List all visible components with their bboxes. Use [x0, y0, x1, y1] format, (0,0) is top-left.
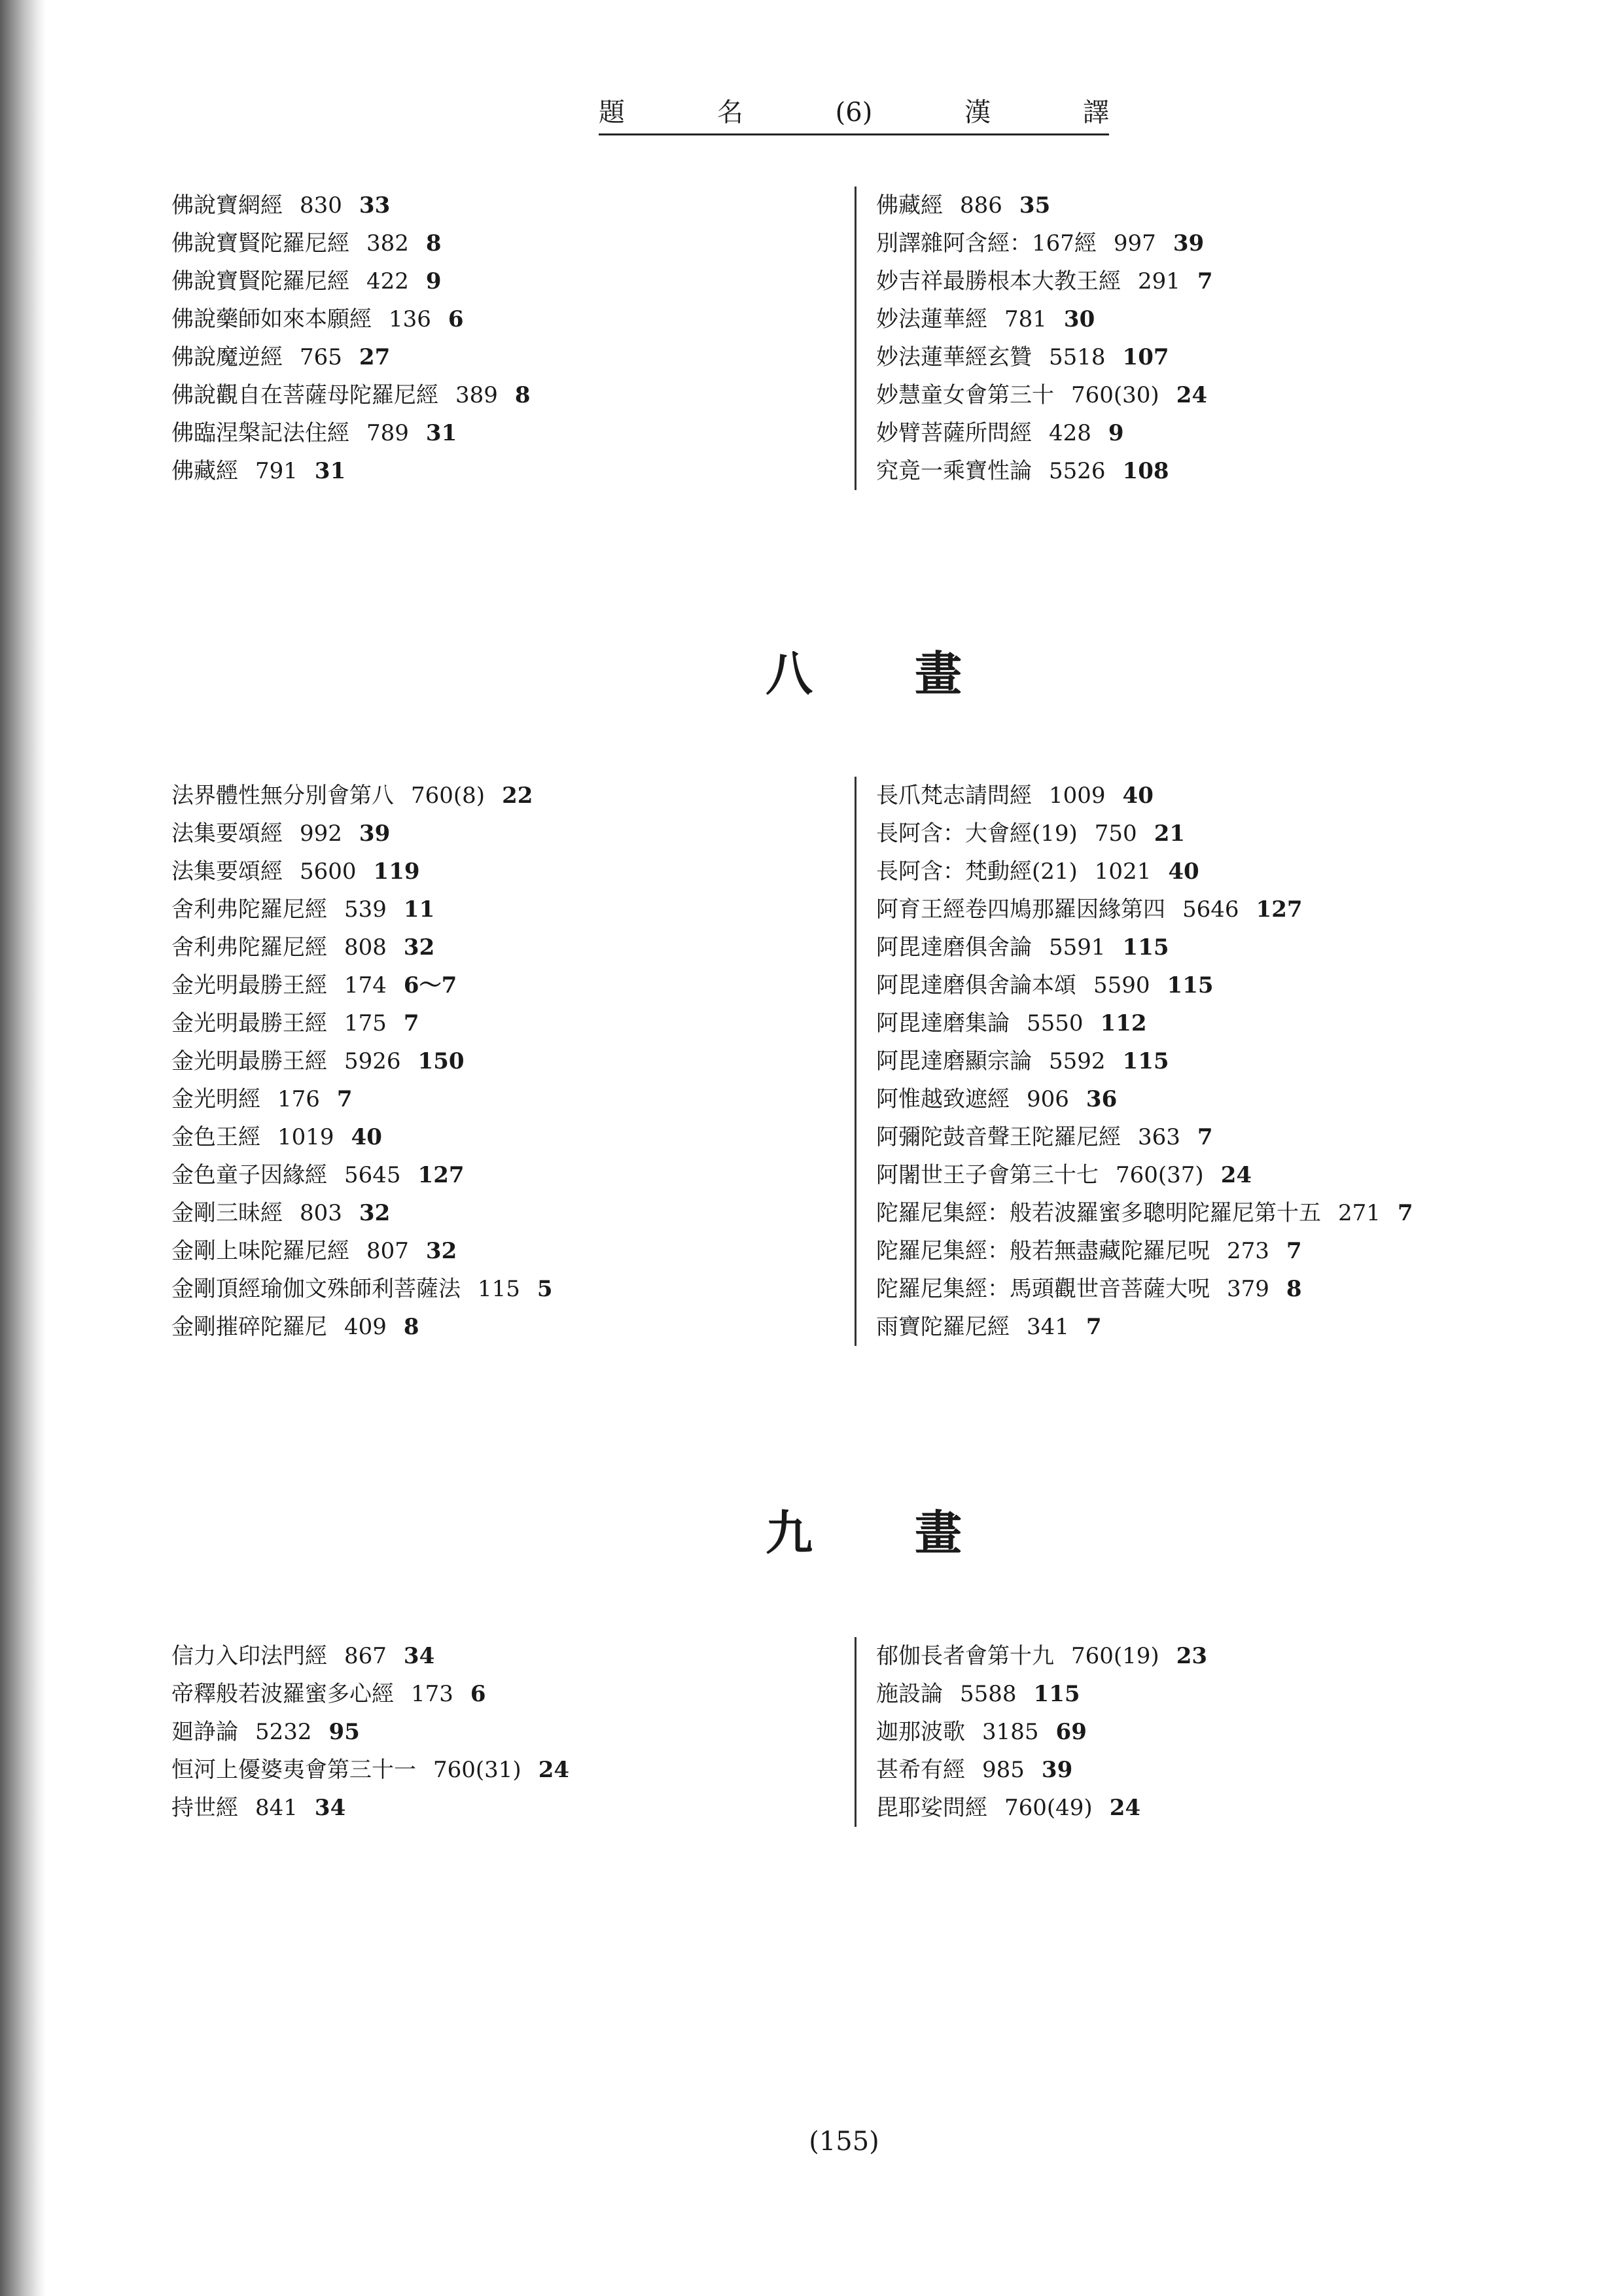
index-entry [171, 928, 553, 966]
header-glyph: 題 [599, 97, 625, 128]
entry-page: 32 [403, 934, 435, 961]
index-entry [876, 928, 1413, 966]
entry-number: 176 [277, 1086, 320, 1112]
entry-title: 法集要頌經 [171, 821, 283, 847]
entry-page: 40 [1168, 858, 1199, 885]
entry-title: 佛說寶賢陀羅尼經 [171, 230, 349, 256]
entry-number: 3185 [982, 1719, 1039, 1745]
entry-number: 363 [1138, 1124, 1180, 1150]
entry-title: 法集要頌經 [171, 858, 283, 885]
index-entry [171, 186, 531, 224]
entry-title: 長阿含：梵動經(21) [876, 858, 1078, 885]
index-entry [171, 1232, 553, 1270]
entry-number: 5588 [960, 1681, 1017, 1707]
index-entry [876, 300, 1213, 338]
entry-page: 69 [1055, 1719, 1087, 1745]
entry-page: 9 [425, 268, 442, 294]
index-entry [876, 853, 1413, 891]
entry-page: 8 [1286, 1276, 1302, 1302]
entry-page: 34 [403, 1643, 435, 1669]
entry-number: 273 [1227, 1238, 1269, 1264]
entry-number: 174 [344, 972, 387, 998]
index-entry [876, 1637, 1207, 1675]
entry-title: 妙法蓮華經玄贊 [876, 344, 1032, 370]
page-number: (155) [809, 2127, 879, 2157]
entry-title: 信力入印法門經 [171, 1643, 327, 1669]
entry-page: 40 [351, 1124, 382, 1150]
entry-title: 持世經 [171, 1795, 238, 1821]
entry-title: 妙慧童女會第三十 [876, 382, 1054, 408]
entry-page: 6～7 [403, 972, 457, 998]
entry-number: 5646 [1182, 896, 1239, 923]
entry-title: 金光明經 [171, 1086, 260, 1112]
index-entry [876, 338, 1213, 376]
index-entry [876, 376, 1213, 414]
heading-glyph: 八 [766, 646, 813, 701]
entry-number: 1021 [1094, 858, 1152, 885]
heading-glyph: 九 [766, 1505, 813, 1561]
entry-title: 金光明最勝王經 [171, 972, 327, 998]
entry-page: 8 [403, 1314, 419, 1340]
entry-page: 33 [359, 192, 391, 219]
entry-title: 妙臂菩薩所問經 [876, 420, 1032, 446]
entry-number: 341 [1027, 1314, 1069, 1340]
entry-title: 金剛摧碎陀羅尼 [171, 1314, 327, 1340]
index-entry [171, 1194, 553, 1232]
entry-title: 陀羅尼集經：馬頭觀世音菩薩大呪 [876, 1276, 1210, 1302]
running-header [599, 97, 1109, 135]
entry-title: 金光明最勝王經 [171, 1010, 327, 1036]
entry-title: 佛說寶賢陀羅尼經 [171, 268, 349, 294]
index-column-right [855, 1637, 1207, 1827]
entry-number: 5518 [1049, 344, 1106, 370]
index-entry [171, 300, 531, 338]
entry-title: 金剛頂經瑜伽文殊師利菩薩法 [171, 1276, 461, 1302]
index-entry [171, 1751, 569, 1789]
entry-number: 5526 [1049, 458, 1106, 484]
entry-page: 7 [1086, 1314, 1102, 1340]
header-glyph: 漢 [964, 97, 991, 128]
index-column-right [855, 186, 1213, 490]
index-entry [171, 1118, 553, 1156]
entry-page: 30 [1063, 306, 1095, 332]
entry-page: 21 [1154, 821, 1186, 847]
entry-page: 39 [1173, 230, 1205, 256]
entry-page: 6 [470, 1681, 486, 1707]
entry-number: 791 [255, 458, 298, 484]
entry-number: 886 [960, 192, 1002, 219]
entry-title: 甚希有經 [876, 1757, 965, 1783]
entry-page: 31 [314, 458, 346, 484]
entry-page: 36 [1086, 1086, 1118, 1112]
entry-number: 5590 [1093, 972, 1150, 998]
entry-title: 佛說觀自在菩薩母陀羅尼經 [171, 382, 438, 408]
entry-number: 803 [300, 1200, 342, 1226]
entry-page: 7 [403, 1010, 419, 1036]
index-entry [876, 1751, 1207, 1789]
entry-number: 291 [1138, 268, 1180, 294]
entry-title: 金色童子因緣經 [171, 1162, 327, 1188]
index-entry [171, 1270, 553, 1308]
entry-page: 31 [425, 420, 457, 446]
index-column-left [171, 186, 531, 490]
entry-page: 32 [359, 1200, 391, 1226]
entry-title: 佛說寶網經 [171, 192, 283, 219]
index-entry [876, 1156, 1413, 1194]
index-entry [876, 1675, 1207, 1713]
entry-number: 5591 [1049, 934, 1106, 961]
index-entry [171, 966, 553, 1004]
entry-number: 428 [1049, 420, 1091, 446]
entry-page: 40 [1122, 783, 1154, 809]
entry-number: 1009 [1049, 783, 1106, 809]
index-entry [171, 1637, 569, 1675]
index-entry [876, 966, 1413, 1004]
entry-number: 382 [366, 230, 409, 256]
entry-title: 金剛上味陀羅尼經 [171, 1238, 349, 1264]
entry-title: 阿彌陀鼓音聲王陀羅尼經 [876, 1124, 1121, 1150]
entry-page: 32 [425, 1238, 457, 1264]
entry-number: 409 [344, 1314, 387, 1340]
entry-title: 毘耶娑問經 [876, 1795, 987, 1821]
entry-number: 389 [455, 382, 498, 408]
entry-title: 陀羅尼集經：般若無盡藏陀羅尼呪 [876, 1238, 1210, 1264]
entry-title: 妙吉祥最勝根本大教王經 [876, 268, 1121, 294]
index-entry [171, 452, 531, 490]
index-entry [876, 1308, 1413, 1346]
index-entry [171, 338, 531, 376]
index-entry [171, 414, 531, 452]
entry-page: 7 [1397, 1200, 1413, 1226]
entry-number: 867 [344, 1643, 387, 1669]
header-glyph: (6) [835, 97, 873, 128]
index-entry [171, 224, 531, 262]
entry-title: 長爪梵志請問經 [876, 783, 1032, 809]
entry-page: 8 [514, 382, 531, 408]
index-entry [876, 1118, 1413, 1156]
entry-number: 5232 [255, 1719, 312, 1745]
entry-page: 95 [328, 1719, 360, 1745]
entry-number: 906 [1027, 1086, 1069, 1112]
entry-page: 24 [1220, 1162, 1252, 1188]
scan-edge [0, 0, 46, 2296]
index-entry [876, 1042, 1413, 1080]
entry-number: 808 [344, 934, 387, 961]
entry-number: 5550 [1027, 1010, 1084, 1036]
entry-page: 108 [1122, 458, 1169, 484]
index-entry [171, 262, 531, 300]
entry-number: 789 [366, 420, 409, 446]
entry-page: 112 [1100, 1010, 1147, 1036]
entry-page: 11 [403, 896, 435, 923]
index-entry [876, 1080, 1413, 1118]
entry-number: 5645 [344, 1162, 401, 1188]
index-entry [876, 414, 1213, 452]
entry-number: 760(30) [1071, 382, 1159, 408]
entry-title: 佛說藥師如來本願經 [171, 306, 372, 332]
entry-page: 107 [1122, 344, 1169, 370]
entry-number: 760(31) [433, 1757, 521, 1783]
entry-page: 7 [1197, 1124, 1213, 1150]
entry-title: 佛藏經 [876, 192, 943, 219]
index-entry [171, 376, 531, 414]
entry-page: 39 [359, 821, 391, 847]
index-entry [171, 1080, 553, 1118]
index-entry [876, 186, 1213, 224]
entry-page: 115 [1167, 972, 1214, 998]
entry-title: 施設論 [876, 1681, 943, 1707]
entry-title: 舍利弗陀羅尼經 [171, 934, 327, 961]
entry-page: 8 [425, 230, 442, 256]
entry-title: 究竟一乘寶性論 [876, 458, 1032, 484]
entry-title: 妙法蓮華經 [876, 306, 987, 332]
entry-page: 24 [538, 1757, 570, 1783]
entry-page: 7 [1197, 268, 1213, 294]
entry-number: 5592 [1049, 1048, 1106, 1074]
entry-number: 136 [389, 306, 431, 332]
entry-page: 127 [1256, 896, 1303, 923]
entry-page: 22 [502, 783, 533, 809]
index-entry [171, 1042, 553, 1080]
entry-title: 金剛三昧經 [171, 1200, 283, 1226]
index-entry [876, 777, 1413, 815]
entry-page: 7 [336, 1086, 353, 1112]
index-entry [171, 815, 553, 853]
entry-number: 760(49) [1004, 1795, 1093, 1821]
entry-title: 郁伽長者會第十九 [876, 1643, 1054, 1669]
entry-page: 6 [448, 306, 464, 332]
entry-title: 阿毘達磨俱舍論 [876, 934, 1032, 961]
entry-page: 119 [373, 858, 420, 885]
entry-title: 恒河上優婆夷會第三十一 [171, 1757, 416, 1783]
index-column-left [171, 777, 553, 1346]
index-entry [171, 853, 553, 891]
entry-title: 佛說魔逆經 [171, 344, 283, 370]
entry-title: 金光明最勝王經 [171, 1048, 327, 1074]
entry-title: 帝釋般若波羅蜜多心經 [171, 1681, 394, 1707]
entry-page: 9 [1108, 420, 1124, 446]
index-entry [876, 452, 1213, 490]
entry-number: 997 [1113, 230, 1156, 256]
index-column-left [171, 1637, 569, 1827]
index-entry [876, 262, 1213, 300]
entry-number: 5926 [344, 1048, 401, 1074]
index-entry [876, 1194, 1413, 1232]
entry-page: 150 [417, 1048, 465, 1074]
entry-number: 379 [1227, 1276, 1269, 1302]
entry-number: 1019 [277, 1124, 334, 1150]
entry-number: 985 [982, 1757, 1025, 1783]
entry-page: 115 [1033, 1681, 1080, 1707]
index-entry [171, 1713, 569, 1751]
entry-page: 24 [1176, 382, 1208, 408]
entry-page: 115 [1122, 1048, 1169, 1074]
entry-page: 5 [537, 1276, 553, 1302]
entry-number: 539 [344, 896, 387, 923]
section-heading-8-strokes [766, 645, 962, 703]
entry-title: 阿惟越致遮經 [876, 1086, 1010, 1112]
index-entry [171, 891, 553, 928]
entry-title: 佛臨涅槃記法住經 [171, 420, 349, 446]
entry-number: 422 [366, 268, 409, 294]
heading-glyph: 畫 [914, 646, 962, 701]
entry-number: 841 [255, 1795, 298, 1821]
index-column-right [855, 777, 1413, 1346]
entry-page: 7 [1286, 1238, 1302, 1264]
entry-title: 阿毘達磨俱舍論本頌 [876, 972, 1076, 998]
index-entry [876, 815, 1413, 853]
entry-page: 23 [1176, 1643, 1208, 1669]
entry-page: 39 [1041, 1757, 1073, 1783]
entry-number: 175 [344, 1010, 387, 1036]
entry-page: 24 [1109, 1795, 1141, 1821]
entry-number: 830 [300, 192, 342, 219]
entry-number: 271 [1338, 1200, 1381, 1226]
entry-title: 阿闍世王子會第三十七 [876, 1162, 1099, 1188]
entry-number: 992 [300, 821, 342, 847]
entry-number: 750 [1094, 821, 1137, 847]
index-entry [876, 1004, 1413, 1042]
entry-title: 阿毘達磨顯宗論 [876, 1048, 1032, 1074]
entry-title: 阿育王經卷四鳩那羅因緣第四 [876, 896, 1165, 923]
entry-page: 127 [417, 1162, 465, 1188]
entry-number: 173 [411, 1681, 453, 1707]
entry-number: 765 [300, 344, 342, 370]
entry-title: 佛藏經 [171, 458, 238, 484]
entry-number: 807 [366, 1238, 409, 1264]
entry-page: 115 [1122, 934, 1169, 961]
entry-title: 別譯雜阿含經：167經 [876, 230, 1097, 256]
entry-number: 760(8) [411, 783, 485, 809]
entry-title: 長阿含：大會經(19) [876, 821, 1078, 847]
index-entry [171, 1308, 553, 1346]
heading-glyph: 畫 [914, 1505, 962, 1561]
index-entry [876, 891, 1413, 928]
index-entry [171, 777, 553, 815]
entry-title: 陀羅尼集經：般若波羅蜜多聰明陀羅尼第十五 [876, 1200, 1321, 1226]
section-heading-9-strokes [766, 1504, 962, 1563]
entry-number: 5600 [300, 858, 357, 885]
index-entry [171, 1156, 553, 1194]
header-glyph: 譯 [1082, 97, 1109, 128]
index-entry [171, 1004, 553, 1042]
entry-number: 115 [478, 1276, 520, 1302]
entry-number: 781 [1004, 306, 1047, 332]
index-entry [876, 1789, 1207, 1827]
entry-page: 27 [359, 344, 391, 370]
entry-title: 法界體性無分別會第八 [171, 783, 394, 809]
header-glyph: 名 [716, 97, 743, 128]
index-entry [876, 1270, 1413, 1308]
index-entry [876, 224, 1213, 262]
entry-title: 廻諍論 [171, 1719, 238, 1745]
entry-number: 760(19) [1071, 1643, 1159, 1669]
entry-title: 舍利弗陀羅尼經 [171, 896, 327, 923]
entry-title: 迦那波歌 [876, 1719, 965, 1745]
entry-number: 760(37) [1116, 1162, 1204, 1188]
index-entry [171, 1675, 569, 1713]
index-entry [876, 1232, 1413, 1270]
index-entry [171, 1789, 569, 1827]
index-entry [876, 1713, 1207, 1751]
entry-title: 雨寶陀羅尼經 [876, 1314, 1010, 1340]
entry-page: 35 [1019, 192, 1051, 219]
entry-title: 金色王經 [171, 1124, 260, 1150]
entry-page: 34 [314, 1795, 346, 1821]
entry-title: 阿毘達磨集論 [876, 1010, 1010, 1036]
